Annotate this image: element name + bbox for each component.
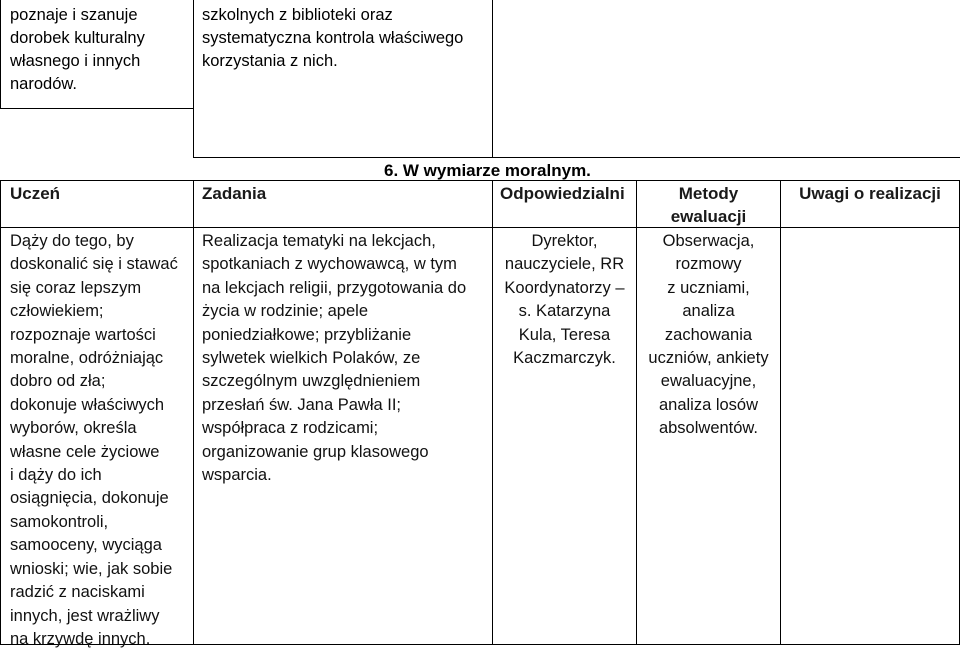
cell-metody: Obserwacja, rozmowy z uczniami, analiza zachowania uczniów, ankiety ewaluacyjne, analiza losów absolwentów.	[648, 232, 769, 438]
table-border	[0, 0, 1, 109]
header-odpowiedzialni: Odpowiedzialni	[500, 184, 625, 203]
header-zadania: Zadania	[202, 184, 267, 203]
header-uwagi: Uwagi o realizacji	[799, 184, 941, 203]
table-border	[193, 157, 960, 158]
moral-dimension-table	[0, 180, 960, 648]
table-border	[0, 180, 960, 181]
table-border	[0, 227, 960, 228]
table-border	[193, 0, 194, 158]
section-heading: 6. W wymiarze moralnym.	[384, 161, 591, 180]
cell-zadania: Realizacja tematyki na lekcjach, spotkaniach z wychowawcą, w tym na lekcjach religii, przygotowania do życia w rodzinie; apele poniedziałkowe; przybliżanie sylwetek wielkich Polaków, ze szczególnym uwzględnieniem przesłań św. Jana Pawła II; współpraca z rodzicami; organizowanie grup klasowego wsparcia.	[202, 232, 467, 485]
table-border	[780, 180, 781, 645]
table-border	[0, 108, 193, 109]
table-border	[492, 0, 493, 158]
previous-table-continuation	[0, 0, 960, 160]
cell-uczen: Dąży do tego, by doskonalić się i stawać się coraz lepszym człowiekiem; rozpoznaje wartości moralne, odróżniając dobro od zła; dokonuje właściwych wyborów, określa własne cele życiowe i dąży do ich osiągnięcia, dokonuje samokontroli, samooceny, wyciąga wnioski; wie, jak sobie radzić z naciskami innych, jest wrażliwy na krzywdę innych.	[10, 232, 178, 648]
header-uczen: Uczeń	[10, 184, 61, 203]
table-border	[193, 180, 194, 645]
top-cell-col1: poznaje i szanuje dorobek kulturalny własnego i innych narodów.	[10, 6, 145, 93]
top-cell-col2: szkolnych z biblioteki oraz systematyczna kontrola właściwego korzystania z nich.	[202, 6, 464, 70]
header-metody: Metody ewaluacji	[670, 184, 747, 226]
table-border	[0, 180, 1, 645]
cell-odpowiedzialni: Dyrektor, nauczyciele, RR Koordynatorzy – s. Katarzyna Kula, Teresa Kaczmarczyk.	[504, 232, 625, 368]
